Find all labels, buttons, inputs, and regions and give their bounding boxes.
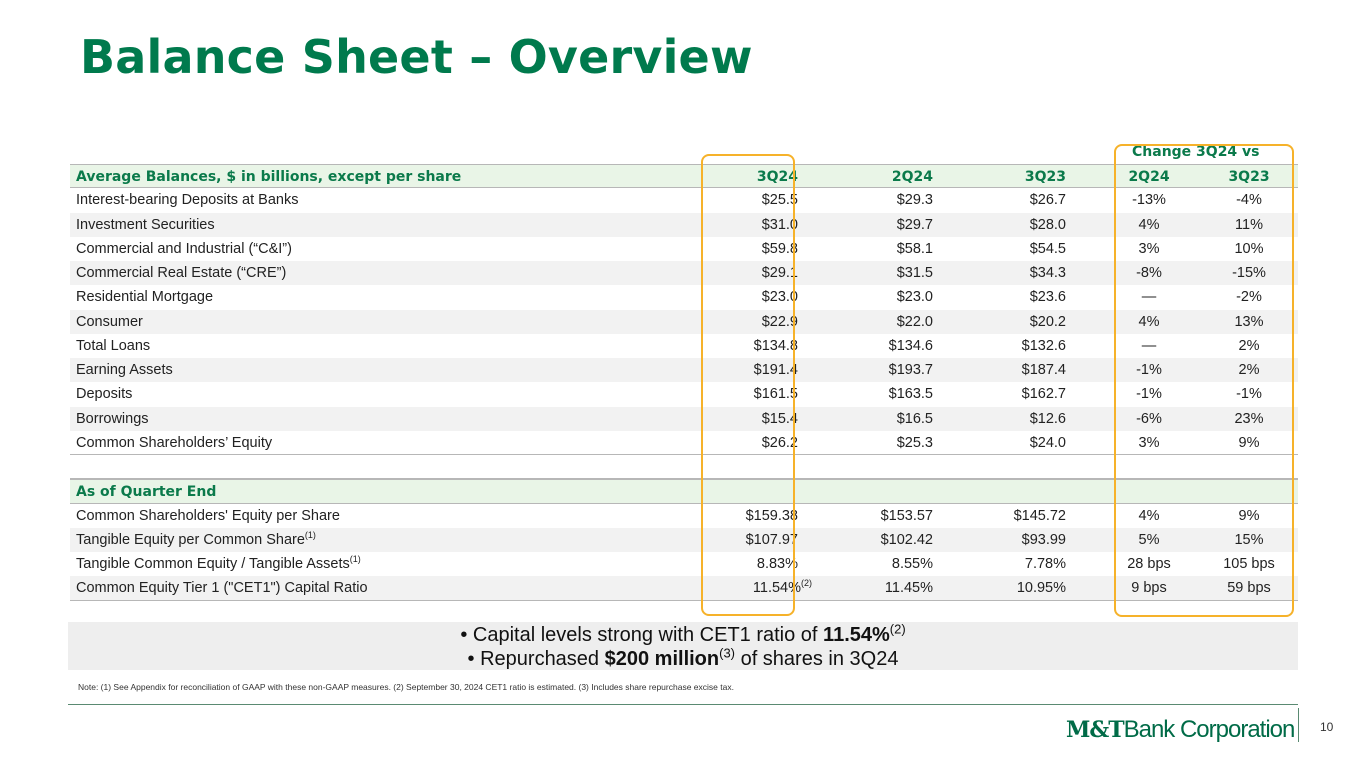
value-3q24: $23.0 <box>761 289 798 306</box>
table-row <box>70 358 1298 382</box>
value-3q23: $23.6 <box>1029 289 1066 306</box>
value-3q23: $162.7 <box>1021 386 1066 403</box>
callout-line-2-text: • Repurchased <box>467 648 605 670</box>
callout-line-1 <box>68 621 1298 647</box>
row-label: Consumer <box>76 313 143 330</box>
callout-line-2-bold: $200 million <box>604 648 720 670</box>
value-2q24: $31.5 <box>896 265 933 281</box>
row-label-text: Tangible Equity per Common Share <box>76 531 305 548</box>
value-3q24: $59.8 <box>761 240 798 257</box>
change-vs-2q24: -1% <box>1136 386 1162 403</box>
value-3q24-text: 11.54% <box>752 580 801 597</box>
row-label <box>76 504 340 528</box>
change-vs-3q23: 9% <box>1238 434 1260 451</box>
value-3q24-text: $159.38 <box>745 507 798 524</box>
value-3q23: $93.99 <box>1021 531 1066 548</box>
value-3q24-text: 8.83% <box>756 556 798 572</box>
value-2q24: $153.57 <box>880 507 933 524</box>
value-2q24: $102.42 <box>880 531 933 548</box>
callout-box <box>68 622 1298 670</box>
spacer-row <box>70 455 1298 479</box>
row-label <box>76 528 316 552</box>
value-3q24 <box>700 504 798 528</box>
value-2q24: $16.5 <box>896 410 933 427</box>
footer-vertical-divider <box>1298 708 1299 742</box>
change-vs-2q24: 28 bps <box>1127 556 1171 572</box>
value-3q23: $145.72 <box>1013 507 1066 524</box>
company-logo <box>1066 716 1294 744</box>
row-label <box>76 576 368 599</box>
value-2q24: $134.6 <box>888 337 933 354</box>
value-3q24 <box>700 576 812 599</box>
value-2q24: $163.5 <box>888 386 933 403</box>
value-3q23: $34.3 <box>1029 265 1066 281</box>
value-2q24: $22.0 <box>896 313 933 330</box>
table-row <box>70 407 1298 431</box>
change-vs-3q23: -15% <box>1232 265 1266 281</box>
table-row <box>70 382 1298 406</box>
value-2q24: 11.45% <box>884 580 933 597</box>
value-3q23: $20.2 <box>1029 313 1066 330</box>
change-vs-3q23: 2% <box>1238 337 1260 354</box>
value-3q23: 10.95% <box>1016 580 1066 597</box>
row-label: Interest-bearing Deposits at Banks <box>76 192 299 209</box>
value-3q23: 7.78% <box>1024 556 1066 572</box>
value-3q23: $12.6 <box>1029 410 1066 427</box>
callout-line-2-sup: (3) <box>719 645 736 661</box>
value-3q24: $29.1 <box>761 265 798 281</box>
change-vs-2q24: -13% <box>1132 192 1166 209</box>
row-label: Commercial and Industrial (“C&I”) <box>76 240 292 257</box>
change-vs-3q23: -2% <box>1236 289 1262 306</box>
table-row <box>70 285 1298 309</box>
change-vs-2q24: 4% <box>1138 507 1160 524</box>
value-3q23: $24.0 <box>1029 434 1066 451</box>
change-vs-2q24: -8% <box>1136 265 1162 281</box>
value-3q24: $25.5 <box>761 192 798 209</box>
change-header: Change 3Q24 vs <box>1132 144 1260 160</box>
value-3q24: $26.2 <box>761 434 798 451</box>
header-change-2q24: 2Q24 <box>1128 169 1170 185</box>
value-3q24: $191.4 <box>753 362 798 378</box>
value-3q23: $26.7 <box>1029 192 1066 209</box>
header-3q24: 3Q24 <box>756 169 798 185</box>
change-header-row <box>70 140 1298 164</box>
table-row <box>70 431 1298 455</box>
value-3q24: $134.8 <box>753 337 798 354</box>
section-header-label: As of Quarter End <box>76 484 217 501</box>
callout-line-2 <box>68 645 1298 671</box>
value-3q24: $22.9 <box>761 313 798 330</box>
change-vs-3q23: -4% <box>1236 192 1262 209</box>
change-vs-3q23: 2% <box>1238 362 1260 378</box>
change-vs-3q23: 15% <box>1234 531 1264 548</box>
table-row <box>70 261 1298 285</box>
table-row <box>70 552 1298 576</box>
table-row <box>70 188 1298 212</box>
value-3q24-text: $107.97 <box>745 531 798 548</box>
value-3q23: $54.5 <box>1029 240 1066 257</box>
value-3q23: $187.4 <box>1021 362 1066 378</box>
value-2q24: $193.7 <box>888 362 933 378</box>
row-label: Borrowings <box>76 410 149 427</box>
value-3q24-footnote: (2) <box>801 578 812 589</box>
value-3q23: $132.6 <box>1021 337 1066 354</box>
table-row <box>70 528 1298 552</box>
footnote: Note: (1) See Appendix for reconciliation of GAAP with these non-GAAP measures. (2) September 30, 2024 CET1 ratio is estimated. (3) Includes share repurchase excise tax. <box>78 682 734 692</box>
callout-line-1-sup: (2) <box>889 621 906 637</box>
balance-table <box>70 140 1298 601</box>
change-vs-2q24: -1% <box>1136 362 1162 378</box>
table-row <box>70 213 1298 237</box>
change-vs-2q24: 4% <box>1138 216 1160 233</box>
logo-mark: M&T <box>1066 717 1124 743</box>
change-vs-2q24: — <box>1141 337 1157 354</box>
row-label-footnote: (1) <box>304 529 316 540</box>
value-3q24 <box>700 528 798 552</box>
table-row <box>70 576 1298 600</box>
change-vs-2q24: 3% <box>1138 434 1160 451</box>
value-2q24: $25.3 <box>896 434 933 451</box>
value-3q24: $15.4 <box>761 410 798 427</box>
table-row <box>70 310 1298 334</box>
table-row <box>70 334 1298 358</box>
header-label: Average Balances, $ in billions, except per share <box>76 169 462 185</box>
change-vs-3q23: 59 bps <box>1227 580 1271 597</box>
row-label-footnote: (1) <box>349 554 361 565</box>
header-3q23: 3Q23 <box>1024 169 1066 185</box>
change-vs-3q23: 13% <box>1234 313 1264 330</box>
value-3q24 <box>700 552 798 576</box>
row-label: Deposits <box>76 386 133 403</box>
value-2q24: $29.3 <box>896 192 933 209</box>
change-vs-2q24: — <box>1141 289 1157 306</box>
logo-text: Bank Corporation <box>1123 716 1295 743</box>
change-vs-2q24: 4% <box>1138 313 1160 330</box>
change-vs-3q23: 10% <box>1234 240 1264 257</box>
callout-line-1-bold: 11.54% <box>823 624 890 646</box>
row-label-text: Tangible Common Equity / Tangible Assets <box>76 556 350 572</box>
change-vs-2q24: 3% <box>1138 240 1160 257</box>
change-vs-2q24: 5% <box>1138 531 1160 548</box>
header-change-3q23: 3Q23 <box>1228 169 1270 185</box>
value-3q24: $31.0 <box>761 216 798 233</box>
callout-line-1-text: • Capital levels strong with CET1 ratio of <box>460 624 824 646</box>
row-label: Commercial Real Estate (“CRE”) <box>76 265 287 281</box>
value-2q24: $29.7 <box>896 216 933 233</box>
change-vs-2q24: 9 bps <box>1131 580 1167 597</box>
change-vs-3q23: 11% <box>1235 216 1263 233</box>
page-number: 10 <box>1320 720 1334 734</box>
value-2q24: $58.1 <box>896 240 933 257</box>
change-vs-3q23: 23% <box>1234 410 1264 427</box>
row-label: Investment Securities <box>76 216 215 233</box>
footer-divider <box>68 704 1298 705</box>
value-2q24: $23.0 <box>896 289 933 306</box>
row-label <box>76 552 361 576</box>
change-vs-2q24: -6% <box>1136 410 1162 427</box>
row-label-text: Common Equity Tier 1 ("CET1") Capital Ratio <box>76 580 368 597</box>
table-header-row <box>70 164 1298 188</box>
section-header-row <box>70 479 1298 503</box>
row-label: Total Loans <box>76 337 151 354</box>
value-3q24: $161.5 <box>753 386 798 403</box>
change-vs-3q23: 9% <box>1238 507 1260 524</box>
change-vs-3q23: -1% <box>1236 386 1262 403</box>
table-row <box>70 237 1298 261</box>
change-vs-3q23: 105 bps <box>1223 556 1275 572</box>
callout-line-2-tail: of shares in 3Q24 <box>735 648 899 670</box>
row-label: Residential Mortgage <box>76 289 214 306</box>
row-label-text: Common Shareholders' Equity per Share <box>76 507 340 524</box>
table-row <box>70 504 1298 528</box>
header-2q24: 2Q24 <box>891 169 933 185</box>
value-3q23: $28.0 <box>1029 216 1066 233</box>
row-label: Common Shareholders’ Equity <box>76 434 273 451</box>
value-2q24: 8.55% <box>891 556 933 572</box>
row-label: Earning Assets <box>76 362 173 378</box>
page-title: Balance Sheet – Overview <box>80 30 753 84</box>
